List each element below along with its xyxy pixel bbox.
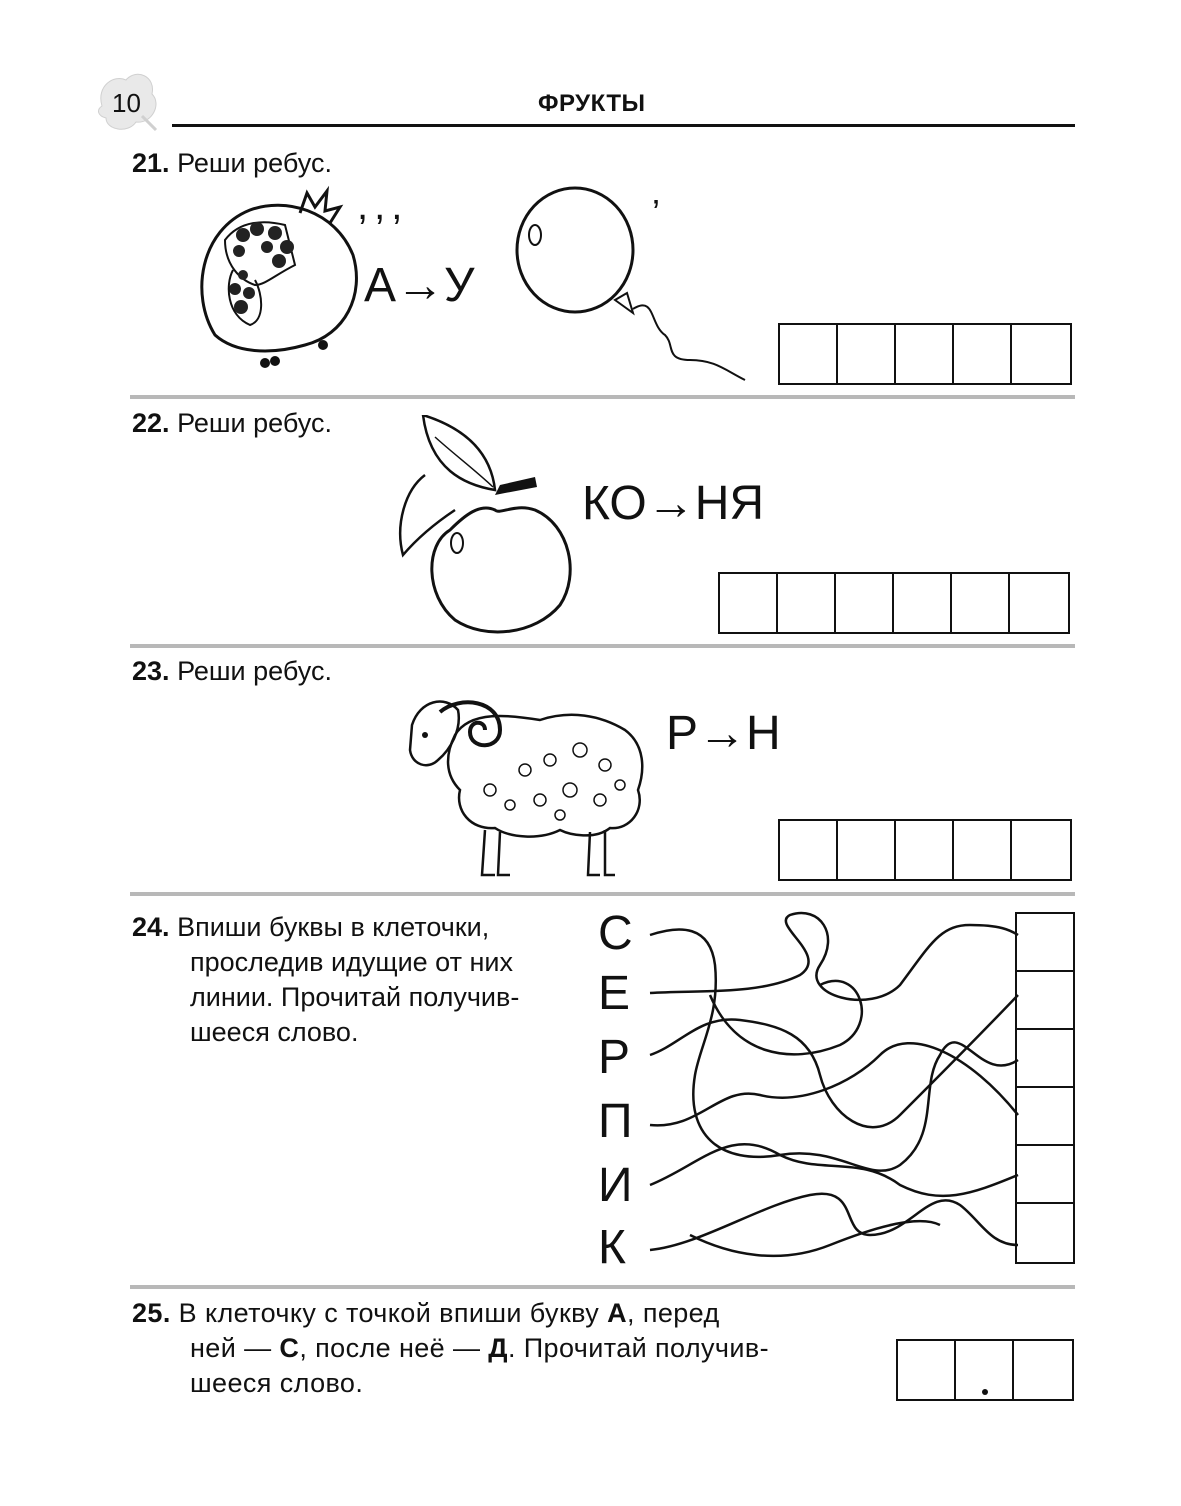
maze-letter: С — [598, 907, 633, 960]
separator — [130, 1285, 1075, 1289]
apple-image — [395, 415, 575, 635]
answer-cell[interactable] — [838, 325, 896, 383]
task-24 — [132, 910, 519, 1050]
answer-cell[interactable] — [720, 574, 778, 632]
task-text: , после неё — — [299, 1333, 489, 1363]
answer-cells-21[interactable] — [778, 323, 1072, 385]
rebus-apostrophe: ’ — [652, 192, 660, 233]
answer-cell[interactable] — [954, 325, 1012, 383]
maze-letter: Р — [598, 1031, 631, 1084]
header-rule — [172, 124, 1075, 127]
task-text: , перед — [627, 1298, 720, 1328]
page-title: ФРУКТЫ — [538, 90, 646, 117]
answer-cell[interactable] — [896, 325, 954, 383]
task-text: Реши ребус. — [177, 408, 332, 438]
task-number: 21. — [132, 148, 170, 178]
separator — [130, 892, 1075, 896]
maze-letter: Е — [598, 967, 631, 1020]
rebus-commas: ,,, — [357, 184, 409, 228]
task-text: ней — — [190, 1333, 280, 1363]
pomegranate-image — [195, 185, 375, 375]
answer-cell[interactable] — [1012, 821, 1070, 879]
answer-cell[interactable] — [1012, 325, 1070, 383]
task-number: 22. — [132, 408, 170, 438]
task-text: . Прочитай получив- — [507, 1333, 769, 1363]
answer-cell[interactable] — [780, 821, 838, 879]
maze-letter: П — [598, 1095, 633, 1148]
task-line: Впиши буквы в клеточки, — [177, 912, 490, 942]
answer-cell[interactable] — [1017, 1030, 1073, 1088]
rebus-text: КО→НЯ — [582, 477, 765, 530]
task-21 — [132, 146, 332, 180]
task-text-bold: С — [279, 1333, 300, 1363]
maze-letter: К — [598, 1221, 626, 1274]
answer-cell[interactable] — [1017, 914, 1073, 972]
rebus-text: А→У — [364, 259, 475, 312]
answer-cell[interactable] — [1017, 1204, 1073, 1262]
answer-cell[interactable] — [1017, 972, 1073, 1030]
answer-cell[interactable] — [780, 325, 838, 383]
task-line: линии. Прочитай получив- — [190, 982, 520, 1012]
answer-cell[interactable] — [1017, 1088, 1073, 1146]
answer-cells-24[interactable] — [1015, 912, 1075, 1264]
answer-cell[interactable] — [894, 574, 952, 632]
answer-cells-22[interactable] — [718, 572, 1070, 634]
dot-marker — [982, 1389, 988, 1395]
answer-cell[interactable] — [778, 574, 836, 632]
answer-cell[interactable] — [1014, 1341, 1072, 1399]
task-25 — [132, 1296, 769, 1401]
task-number: 23. — [132, 656, 170, 686]
task-number: 25. — [132, 1298, 171, 1328]
task-text-bold: Д — [488, 1333, 508, 1363]
task-22 — [132, 406, 332, 440]
answer-cell[interactable] — [896, 821, 954, 879]
task-text: В клеточку с точкой впиши букву — [178, 1298, 608, 1328]
answer-cell-dot[interactable] — [956, 1341, 1014, 1399]
task-line: шееся слово. — [190, 1017, 359, 1047]
answer-cell[interactable] — [1017, 1146, 1073, 1204]
balloon-image — [515, 185, 755, 385]
task-number: 24. — [132, 912, 170, 942]
answer-cell[interactable] — [954, 821, 1012, 879]
ram-image — [400, 690, 660, 885]
separator — [130, 644, 1075, 648]
task-text: Реши ребус. — [177, 656, 332, 686]
answer-cell[interactable] — [1010, 574, 1068, 632]
separator — [130, 395, 1075, 399]
task-23 — [132, 654, 332, 688]
answer-cell[interactable] — [952, 574, 1010, 632]
task-text-bold: А — [607, 1298, 628, 1328]
answer-cell[interactable] — [898, 1341, 956, 1399]
task-line: проследив идущие от них — [190, 947, 513, 977]
maze-lines — [640, 905, 1020, 1270]
answer-cells-23[interactable] — [778, 819, 1072, 881]
task-text: шееся слово. — [190, 1368, 364, 1398]
answer-cell[interactable] — [836, 574, 894, 632]
rebus-text: Р→Н — [666, 707, 781, 760]
answer-cells-25[interactable] — [896, 1339, 1074, 1401]
maze-letter: И — [598, 1159, 633, 1212]
page-number: 10 — [112, 88, 141, 118]
task-text: Реши ребус. — [177, 148, 332, 178]
answer-cell[interactable] — [838, 821, 896, 879]
